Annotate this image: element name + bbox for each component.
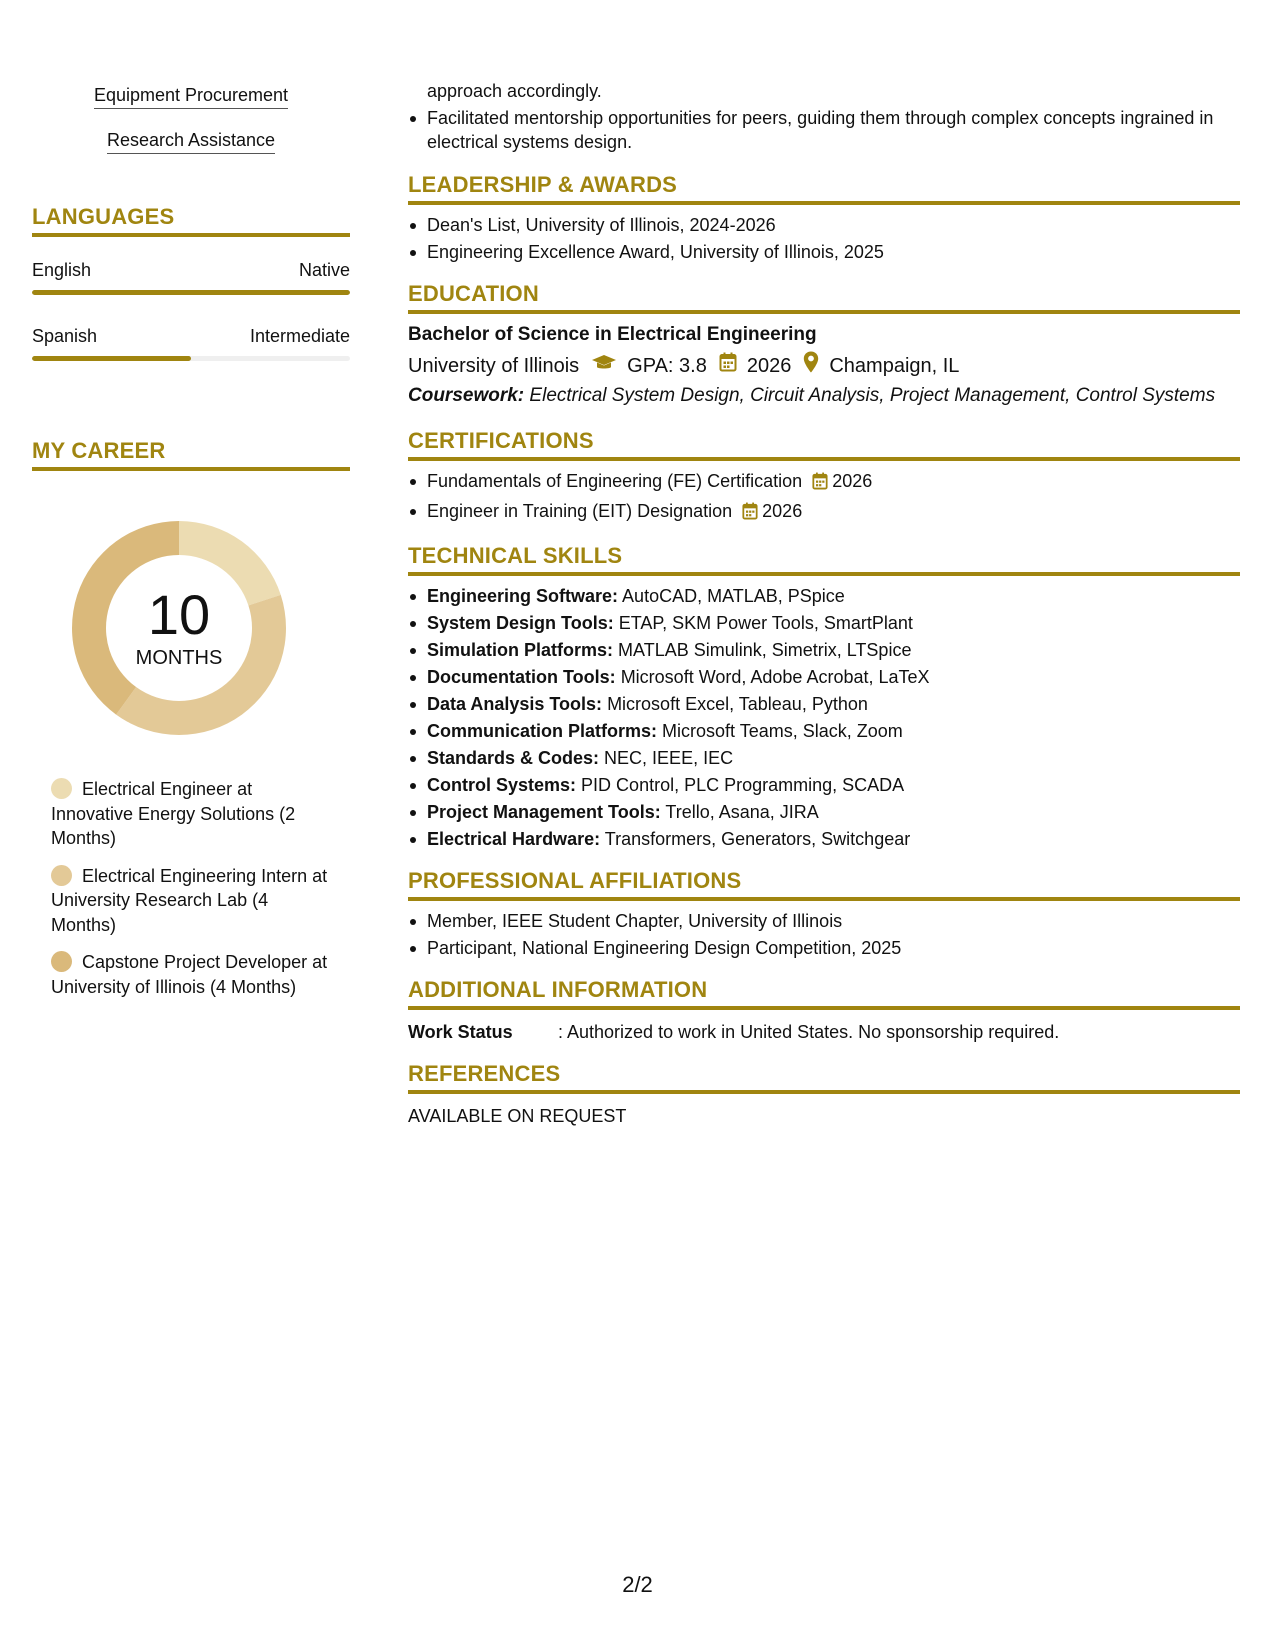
list-item [408,638,1240,662]
education-meta [408,351,1240,380]
list-item [408,773,1240,797]
skill-values: ETAP, SKM Power Tools, SmartPlant [618,613,913,633]
certification-year: 2026 [762,501,803,521]
legend-swatch [51,865,72,886]
additional-info-heading: ADDITIONAL INFORMATION [408,977,1240,1010]
list-item [408,719,1240,743]
certifications-heading: CERTIFICATIONS [408,428,1240,461]
languages-heading: LANGUAGES [32,204,350,237]
list-item: Dean's List, University of Illinois, 2024-2026 [408,213,1240,237]
list-item: Member, IEEE Student Chapter, University of Illinois [408,909,1240,933]
calendar-icon [812,472,828,496]
list-item [408,611,1240,635]
technical-skills-list [408,584,1240,851]
skill-category: Control Systems: [427,775,577,795]
right-column [408,79,1240,1128]
skill-category: Engineering Software: [427,586,619,606]
list-item [408,665,1240,689]
coursework-list: Electrical System Design, Circuit Analysis, Project Management, Control Systems [529,385,1216,406]
legend-label: Electrical Engineering Intern at University Research Lab (4 Months) [51,865,328,935]
skill-values: NEC, IEEE, IEC [604,748,734,768]
language-bar-fill [32,290,350,295]
skill-category: Standards & Codes: [427,748,600,768]
skill-category: Data Analysis Tools: [427,694,603,714]
language-name: Spanish [32,326,98,346]
graduation-year: 2026 [746,354,792,377]
legend-item [51,777,331,851]
career-legend [51,777,331,999]
skill-category: Project Management Tools: [427,802,661,822]
skill-values: AutoCAD, MATLAB, PSpice [622,586,845,606]
skill-category: Documentation Tools: [427,667,616,687]
skill-tag [32,129,350,154]
calendar-icon [742,502,758,526]
skill-category: Simulation Platforms: [427,640,614,660]
certifications-list [408,469,1240,526]
gpa: GPA: 3.8 [627,354,707,377]
location-pin-icon [803,351,819,380]
left-column [32,84,350,999]
skill-values: Microsoft Excel, Tableau, Python [607,694,868,714]
list-item [408,469,1240,496]
certification-name: Engineer in Training (EIT) Designation [427,501,733,521]
affiliations-list [408,909,1240,960]
affiliations-section [408,868,1240,960]
donut-total-number: 10 [147,583,211,646]
career-donut-chart [66,515,292,741]
page-number: 2/2 [622,1572,653,1597]
certification-name: Fundamentals of Engineering (FE) Certification [427,471,803,491]
certifications-section [408,428,1240,526]
list-item: Participant, National Engineering Design Competition, 2025 [408,936,1240,960]
skill-category: Communication Platforms: [427,721,658,741]
skill-tag [32,84,350,109]
calendar-icon [719,352,737,379]
language-bar-fill [32,356,191,361]
experience-continuation: approach accordingly. [427,81,602,101]
skill-values: Microsoft Word, Adobe Acrobat, LaTeX [620,667,930,687]
legend-swatch [51,951,72,972]
language-level: Intermediate [249,326,350,346]
career-heading: MY CAREER [32,438,350,471]
list-item [408,692,1240,716]
skill-category: System Design Tools: [427,613,614,633]
legend-swatch [51,778,72,799]
career-section [32,438,350,999]
certification-year: 2026 [832,471,873,491]
list-item: Facilitated mentorship opportunities for peers, guiding them through complex concepts ingrained in electrical systems design. [408,106,1240,154]
work-status-label: Work Status [408,1022,513,1042]
coursework-label: Coursework: [408,385,525,406]
languages-section [32,204,350,361]
education-section [408,281,1240,408]
references-heading: REFERENCES [408,1061,1240,1094]
school-location: Champaign, IL [829,354,960,377]
legend-label: Capstone Project Developer at University of Illinois (4 Months) [51,952,328,997]
language-bar [32,356,350,361]
work-status-value: : Authorized to work in United States. No sponsorship required. [558,1022,1060,1042]
leadership-list [408,213,1240,264]
degree-title: Bachelor of Science in Electrical Engineering [408,324,817,345]
graduation-cap-icon [591,353,617,379]
education-heading: EDUCATION [408,281,1240,314]
work-status-row [408,1020,1240,1044]
skill-values: MATLAB Simulink, Simetrix, LTSpice [618,640,912,660]
additional-info-section [408,977,1240,1044]
legend-item [51,864,331,938]
language-level: Native [298,260,350,280]
language-item [32,325,350,361]
skill-category: Electrical Hardware: [427,829,601,849]
list-item [408,800,1240,824]
skill-values: PID Control, PLC Programming, SCADA [581,775,905,795]
language-item [32,259,350,295]
coursework [408,384,1240,408]
leadership-section [408,172,1240,264]
legend-label: Electrical Engineer at Innovative Energy Solutions (2 Months) [51,779,296,848]
skill-values: Microsoft Teams, Slack, Zoom [662,721,903,741]
language-name: English [32,260,92,280]
list-item [408,746,1240,770]
list-item [408,584,1240,608]
school-name: University of Illinois [408,354,580,377]
skill-tag-label: Equipment Procurement [94,84,288,109]
leadership-heading: LEADERSHIP & AWARDS [408,172,1240,205]
skill-values: Transformers, Generators, Switchgear [604,829,911,849]
references-section [408,1061,1240,1128]
references-text: AVAILABLE ON REQUEST [408,1106,627,1126]
skill-tag-label: Research Assistance [107,129,275,154]
technical-skills-heading: TECHNICAL SKILLS [408,543,1240,576]
skill-values: Trello, Asana, JIRA [665,802,819,822]
technical-skills-section [408,543,1240,851]
experience-bullets [408,106,1240,154]
list-item [408,827,1240,851]
list-item [408,499,1240,526]
language-bar [32,290,350,295]
donut-total-unit: MONTHS [135,647,223,669]
legend-item [51,950,331,999]
list-item: Engineering Excellence Award, University of Illinois, 2025 [408,240,1240,264]
affiliations-heading: PROFESSIONAL AFFILIATIONS [408,868,1240,901]
